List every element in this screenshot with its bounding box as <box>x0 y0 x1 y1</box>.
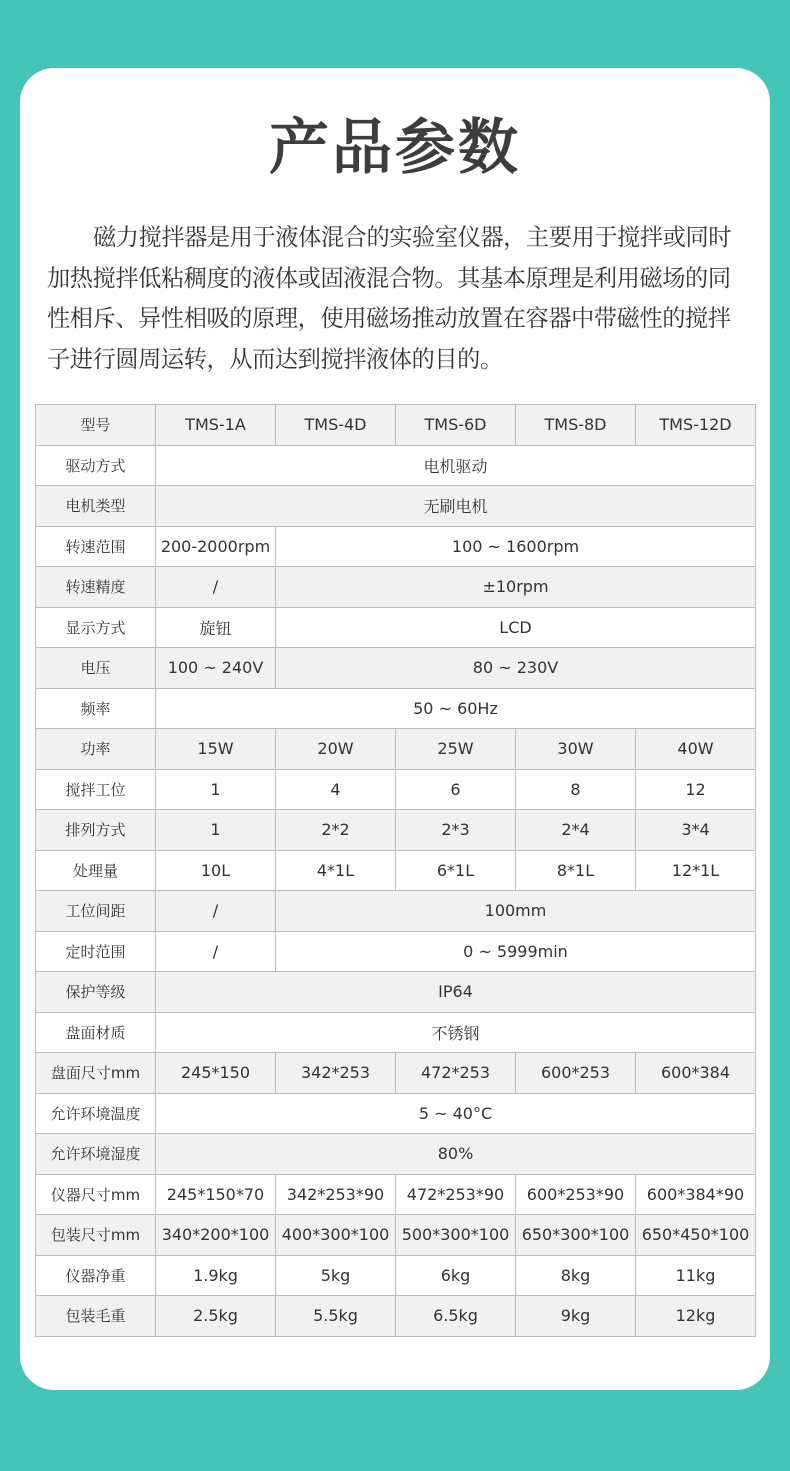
row-label-cell: 转速精度 <box>36 567 156 608</box>
value-cell: 100 ~ 240V <box>156 648 276 689</box>
table-row <box>36 445 756 486</box>
row-label-cell: 保护等级 <box>36 972 156 1013</box>
table-row <box>36 1093 756 1134</box>
value-cell: 2*2 <box>276 810 396 851</box>
value-cell: 400*300*100 <box>276 1215 396 1256</box>
table-row <box>36 1012 756 1053</box>
header-label-cell: 型号 <box>36 405 156 446</box>
row-label-cell: 显示方式 <box>36 607 156 648</box>
table-row <box>36 607 756 648</box>
table-row <box>36 972 756 1013</box>
row-label-cell: 盘面尺寸mm <box>36 1053 156 1094</box>
row-label-cell: 工位间距 <box>36 891 156 932</box>
value-cell: 600*253 <box>516 1053 636 1094</box>
value-cell: / <box>156 567 276 608</box>
table-row <box>36 688 756 729</box>
value-cell: / <box>156 891 276 932</box>
value-cell: 25W <box>396 729 516 770</box>
value-cell: 20W <box>276 729 396 770</box>
value-cell: 1 <box>156 810 276 851</box>
value-cell: 600*253*90 <box>516 1174 636 1215</box>
row-label-cell: 驱动方式 <box>36 445 156 486</box>
value-cell: 2*4 <box>516 810 636 851</box>
value-cell: 8*1L <box>516 850 636 891</box>
value-cell: 8kg <box>516 1255 636 1296</box>
value-cell: 无刷电机 <box>156 486 756 527</box>
value-cell: 3*4 <box>636 810 756 851</box>
value-cell: 9kg <box>516 1296 636 1337</box>
value-cell: LCD <box>276 607 756 648</box>
table-row <box>36 1296 756 1337</box>
spec-table <box>35 404 756 1337</box>
value-cell: 40W <box>636 729 756 770</box>
value-cell: 472*253 <box>396 1053 516 1094</box>
table-row <box>36 648 756 689</box>
value-cell: 6kg <box>396 1255 516 1296</box>
value-cell: 100 ~ 1600rpm <box>276 526 756 567</box>
value-cell: 5kg <box>276 1255 396 1296</box>
value-cell: 342*253*90 <box>276 1174 396 1215</box>
row-label-cell: 转速范围 <box>36 526 156 567</box>
value-cell: 100mm <box>276 891 756 932</box>
value-cell: 1 <box>156 769 276 810</box>
value-cell: 6 <box>396 769 516 810</box>
table-row <box>36 850 756 891</box>
row-label-cell: 频率 <box>36 688 156 729</box>
row-label-cell: 电机类型 <box>36 486 156 527</box>
table-row <box>36 1053 756 1094</box>
value-cell: 245*150*70 <box>156 1174 276 1215</box>
value-cell: 8 <box>516 769 636 810</box>
value-cell: 30W <box>516 729 636 770</box>
page-title: 产品参数 <box>269 113 521 183</box>
table-row <box>36 486 756 527</box>
value-cell: 15W <box>156 729 276 770</box>
value-cell: 80% <box>156 1134 756 1175</box>
row-label-cell: 包装毛重 <box>36 1296 156 1337</box>
value-cell: 600*384*90 <box>636 1174 756 1215</box>
row-label-cell: 功率 <box>36 729 156 770</box>
value-cell: 80 ~ 230V <box>276 648 756 689</box>
value-cell: / <box>156 931 276 972</box>
model-cell: TMS-12D <box>636 405 756 446</box>
value-cell: 50 ~ 60Hz <box>156 688 756 729</box>
row-label-cell: 定时范围 <box>36 931 156 972</box>
value-cell: 11kg <box>636 1255 756 1296</box>
row-label-cell: 排列方式 <box>36 810 156 851</box>
value-cell: 2.5kg <box>156 1296 276 1337</box>
value-cell: ±10rpm <box>276 567 756 608</box>
table-row <box>36 810 756 851</box>
value-cell: 340*200*100 <box>156 1215 276 1256</box>
value-cell: 10L <box>156 850 276 891</box>
value-cell: 500*300*100 <box>396 1215 516 1256</box>
table-row <box>36 729 756 770</box>
value-cell: 0 ~ 5999min <box>276 931 756 972</box>
value-cell: 电机驱动 <box>156 445 756 486</box>
value-cell: 650*450*100 <box>636 1215 756 1256</box>
model-cell: TMS-6D <box>396 405 516 446</box>
value-cell: 472*253*90 <box>396 1174 516 1215</box>
value-cell: 12 <box>636 769 756 810</box>
table-row <box>36 1134 756 1175</box>
value-cell: 12*1L <box>636 850 756 891</box>
table-header-row <box>36 405 756 446</box>
value-cell: 200-2000rpm <box>156 526 276 567</box>
value-cell: 245*150 <box>156 1053 276 1094</box>
row-label-cell: 处理量 <box>36 850 156 891</box>
table-row <box>36 891 756 932</box>
row-label-cell: 盘面材质 <box>36 1012 156 1053</box>
table-row <box>36 769 756 810</box>
value-cell: 600*384 <box>636 1053 756 1094</box>
value-cell: 不锈钢 <box>156 1012 756 1053</box>
value-cell: 4 <box>276 769 396 810</box>
value-cell: IP64 <box>156 972 756 1013</box>
row-label-cell: 允许环境温度 <box>36 1093 156 1134</box>
value-cell: 6*1L <box>396 850 516 891</box>
model-cell: TMS-4D <box>276 405 396 446</box>
row-label-cell: 仪器净重 <box>36 1255 156 1296</box>
model-cell: TMS-1A <box>156 405 276 446</box>
value-cell: 5.5kg <box>276 1296 396 1337</box>
value-cell: 342*253 <box>276 1053 396 1094</box>
table-row <box>36 931 756 972</box>
product-description: 磁力搅拌器是用于液体混合的实验室仪器，主要用于搅拌或同时加热搅拌低粘稠度的液体或固液混合物。其基本原理是利用磁场的同性相斥、异性相吸的原理，使用磁场推动放置在容器中带磁性的搅拌子进行圆周运转，从而达到搅拌液体的目的。 <box>47 224 732 373</box>
value-cell: 650*300*100 <box>516 1215 636 1256</box>
value-cell: 旋钮 <box>156 607 276 648</box>
value-cell: 1.9kg <box>156 1255 276 1296</box>
table-row <box>36 567 756 608</box>
table-row <box>36 526 756 567</box>
row-label-cell: 电压 <box>36 648 156 689</box>
table-row <box>36 1255 756 1296</box>
table-row <box>36 1215 756 1256</box>
value-cell: 5 ~ 40°C <box>156 1093 756 1134</box>
row-label-cell: 允许环境湿度 <box>36 1134 156 1175</box>
value-cell: 4*1L <box>276 850 396 891</box>
value-cell: 6.5kg <box>396 1296 516 1337</box>
table-row <box>36 1174 756 1215</box>
value-cell: 12kg <box>636 1296 756 1337</box>
model-cell: TMS-8D <box>516 405 636 446</box>
value-cell: 2*3 <box>396 810 516 851</box>
row-label-cell: 包装尺寸mm <box>36 1215 156 1256</box>
row-label-cell: 仪器尺寸mm <box>36 1174 156 1215</box>
spec-table-body <box>36 405 756 1337</box>
row-label-cell: 搅拌工位 <box>36 769 156 810</box>
